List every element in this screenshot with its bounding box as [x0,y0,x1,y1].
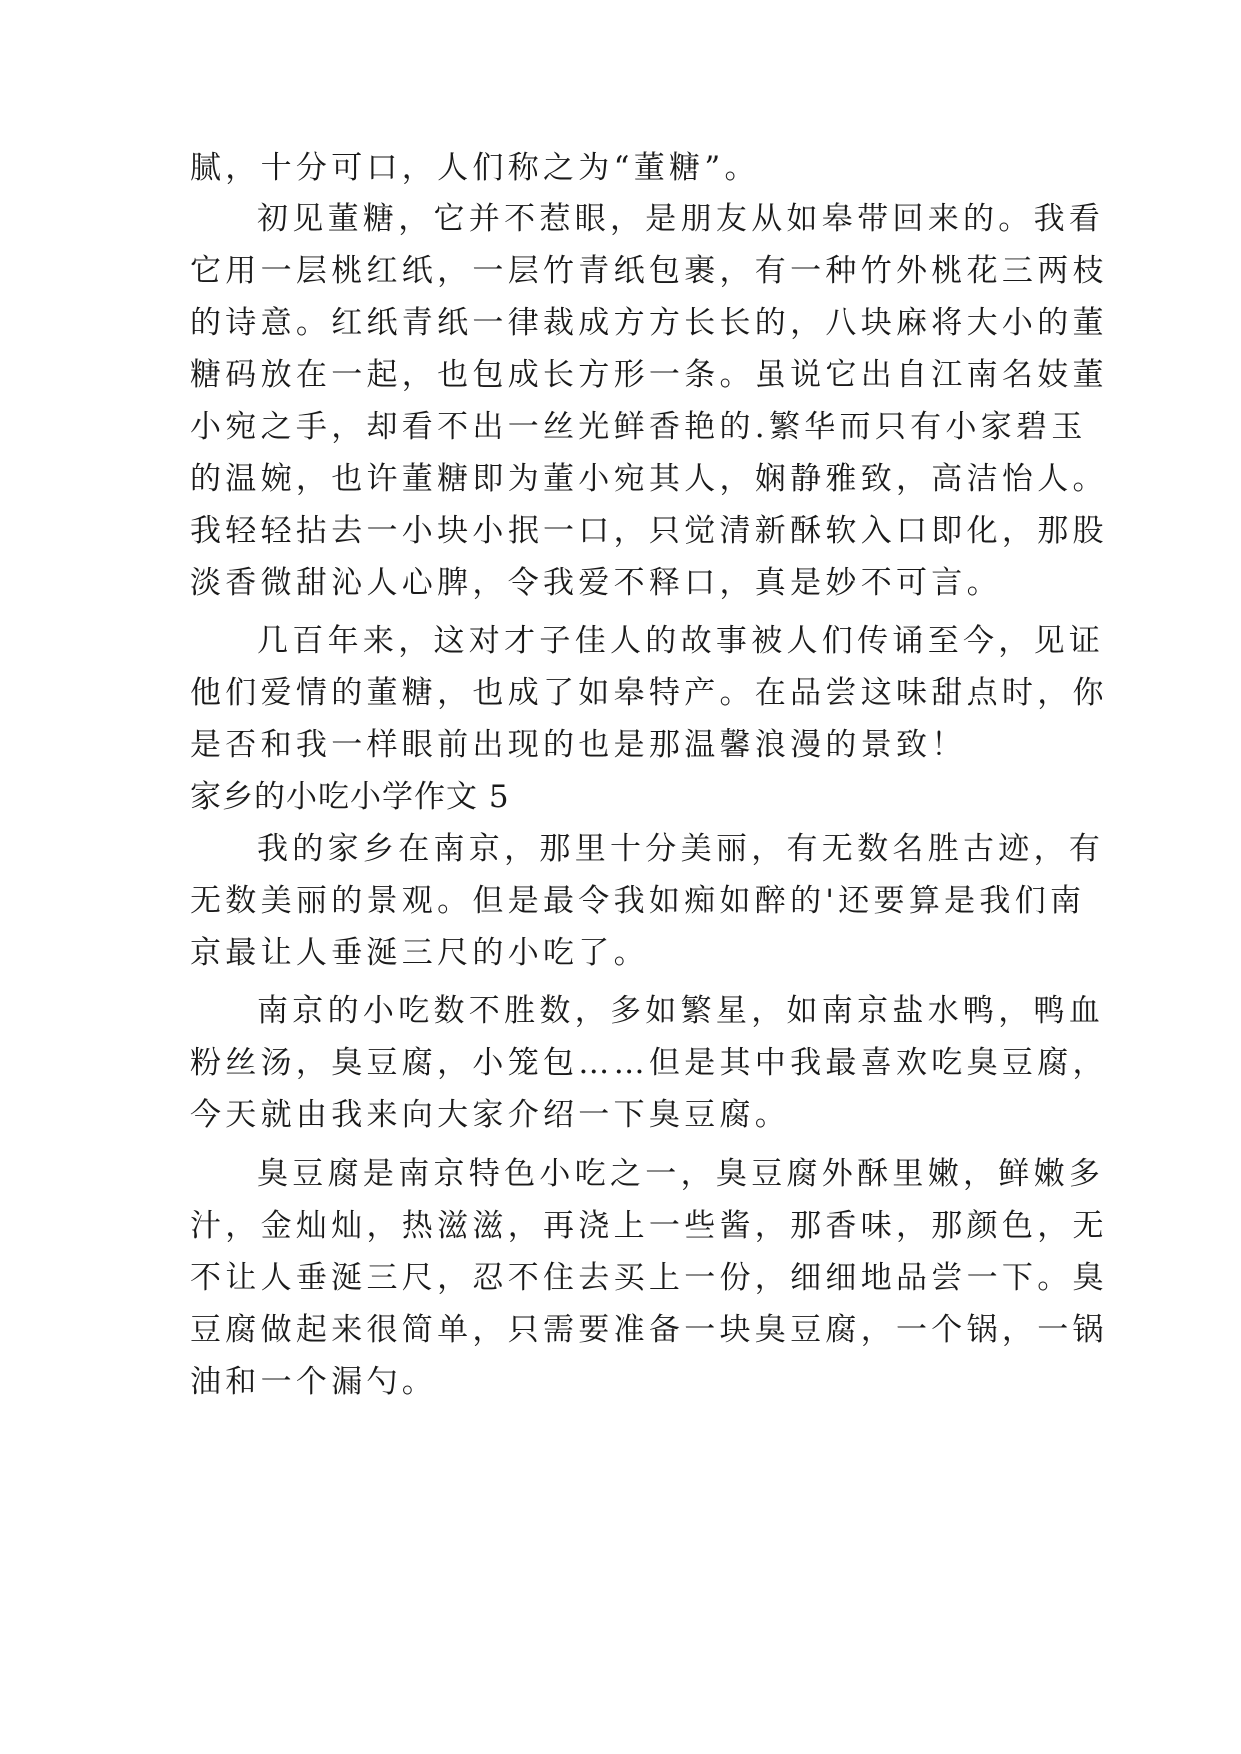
paragraph-first-line: 我的家乡在南京，那里十分美丽，有无数名胜古迹，有 [257,831,1105,867]
text-line: 今天就由我来向大家介绍一下臭豆腐。 [190,1097,791,1133]
text-line: 糖码放在一起，也包成长方形一条。虽说它出自江南名妓董 [190,357,1108,393]
paragraph-first-line: 初见董糖，它并不惹眼，是朋友从如皋带回来的。我看 [257,201,1105,237]
text-line: 我轻轻拈去一小块小抿一口，只觉清新酥软入口即化，那股 [190,513,1108,549]
text-line: 的温婉，也许董糖即为董小宛其人，娴静雅致，高洁怡人。 [190,461,1108,497]
paragraph-first-line: 臭豆腐是南京特色小吃之一，臭豆腐外酥里嫩，鲜嫩多 [257,1156,1105,1192]
text-line: 小宛之手，却看不出一丝光鲜香艳的.繁华而只有小家碧玉 [190,409,1087,445]
text-line: 他们爱情的董糖，也成了如皋特产。在品尝这味甜点时，你 [190,675,1108,711]
text-line: 它用一层桃红纸，一层竹青纸包裹，有一种竹外桃花三两枝 [190,253,1108,289]
paragraph-first-line: 南京的小吃数不胜数，多如繁星，如南京盐水鸭，鸭血 [257,993,1105,1029]
text-line: 京最让人垂涎三尺的小吃了。 [190,935,649,971]
text-line: 不让人垂涎三尺，忍不住去买上一份，细细地品尝一下。臭 [190,1260,1108,1296]
text-line: 淡香微甜沁人心脾，令我爱不释口，真是妙不可言。 [190,565,1002,601]
text-line: 豆腐做起来很简单，只需要准备一块臭豆腐，一个锅，一锅 [190,1312,1108,1348]
section-heading: 家乡的小吃小学作文 5 [190,779,510,815]
text-line: 的诗意。红纸青纸一律裁成方方长长的，八块麻将大小的董 [190,305,1108,341]
text-line: 无数美丽的景观。但是最令我如痴如醉的'还要算是我们南 [190,883,1086,919]
text-line: 腻，十分可口，人们称之为“董糖”。 [190,150,760,186]
text-line: 是否和我一样眼前出现的也是那温馨浪漫的景致！ [190,727,967,763]
paragraph-first-line: 几百年来，这对才子佳人的故事被人们传诵至今，见证 [257,623,1105,659]
text-line: 汁，金灿灿，热滋滋，再浇上一些酱，那香味，那颜色，无 [190,1208,1108,1244]
text-line: 油和一个漏勺。 [190,1364,438,1400]
text-line: 粉丝汤，臭豆腐，小笼包……但是其中我最喜欢吃臭豆腐， [190,1045,1108,1081]
